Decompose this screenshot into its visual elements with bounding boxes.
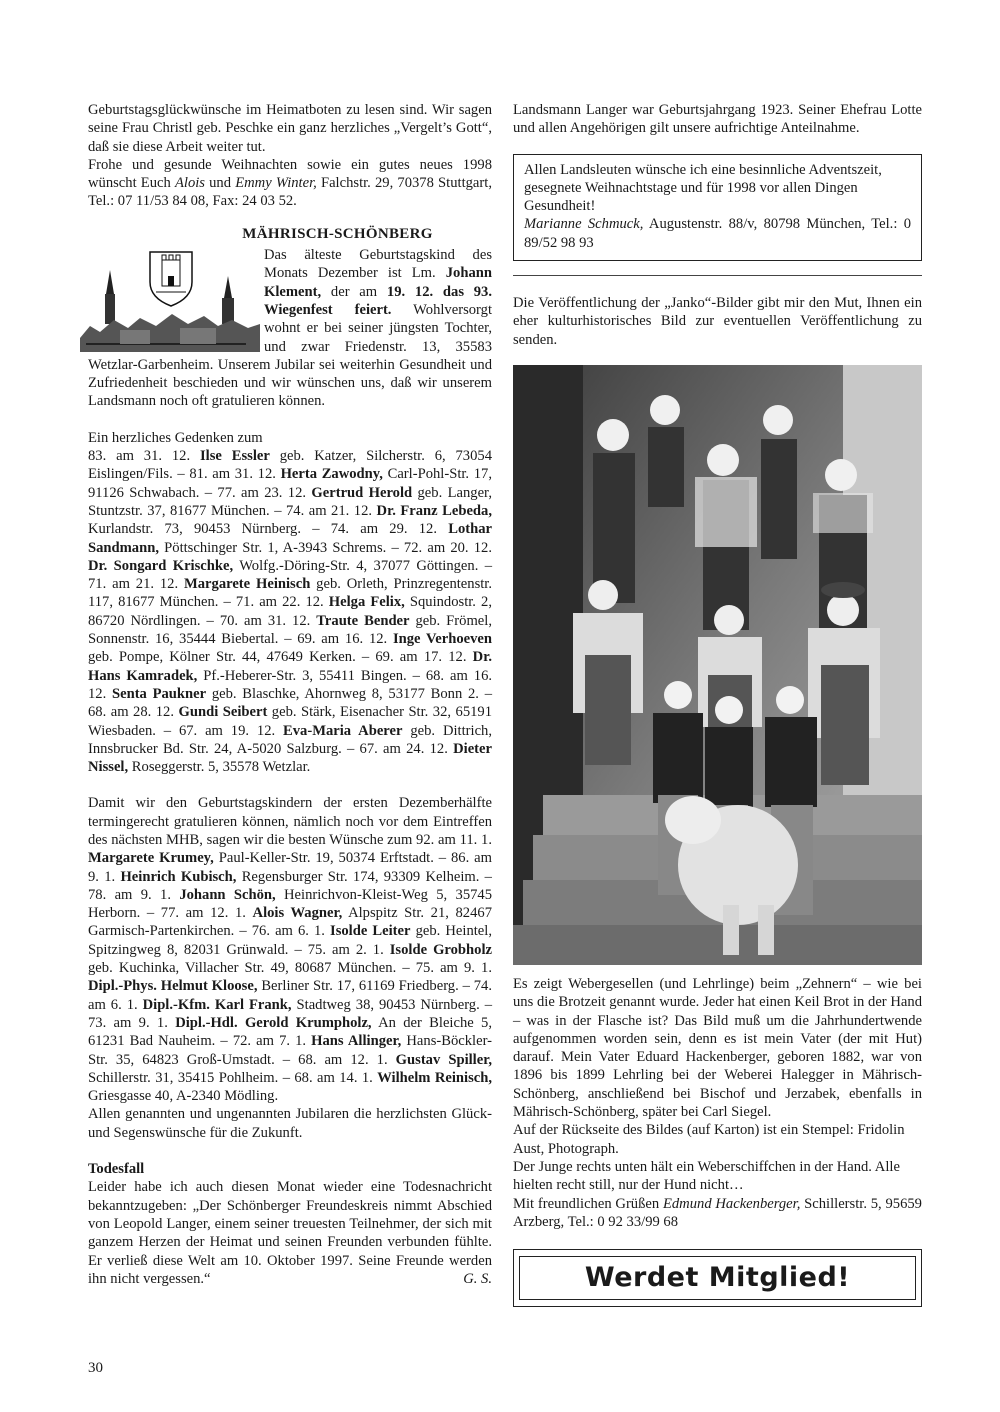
- advent-greeting-box: [513, 154, 922, 261]
- membership-banner-text: Werdet Mitglied!: [584, 1261, 851, 1293]
- photo-stamp-note: Auf der Rückseite des Bildes (auf Karton) ist ein Stempel: Fridolin Aust, Photograph.: [513, 1122, 905, 1157]
- advent-greeting-sender: Marianne Schmuck, Augustenstr. 88/v, 80798 München, Tel.: 0 89/52 98 93: [524, 216, 911, 251]
- memory-intro: Ein herzliches Gedenken zum: [88, 429, 263, 446]
- death-notice-title: Todesfall: [88, 1161, 145, 1178]
- closing-wishes: Allen genannten und ungenannten Jubilaren die herzlichsten Glück- und Segenswünsche für die Zukunft.: [88, 1106, 492, 1141]
- christmas-wishes: Frohe und gesunde Weihnachten sowie ein gutes neues 1998 wünscht Euch Alois und Emmy Winter, Falchstr. 29, 70378 Stuttgart, Tel.: 07 11/53 84 08, Fax: 24 03 52.: [88, 156, 492, 210]
- janko-paragraph: Die Veröffentlichung der „Janko“-Bilder gibt mir den Mut, Ihnen ein eher kulturhistorisches Bild zur eventuellen Veröffentlichung zu senden.: [513, 295, 922, 348]
- photo-note: Der Junge rechts unten hält ein Weberschiffchen in der Hand. Alle hielten recht still, nur der Hund nicht…: [513, 1158, 900, 1194]
- death-notice-text: Leider habe ich auch diesen Monat wieder eine Todesnachricht bekanntzugeben: „Der Schönberger Freundeskreis nimmt Abschied von Leopold Langer, einem seiner treuesten Teilnehmer, der sich mit ganzem Herzen der Heimat und seinen Freunden verbunden fühlte. Er verließ diese Welt am 10. Oktober 1997. Seine Freunde werden ihn nicht vergessen.“ G. S.: [88, 1179, 492, 1287]
- membership-banner-frame: [519, 1256, 916, 1300]
- town-crest-illustration: [80, 248, 260, 352]
- left-column: [88, 101, 492, 1288]
- signature: G. S.: [463, 1270, 492, 1287]
- historical-group-photograph: [513, 365, 922, 965]
- continuation-paragraph: Landsmann Langer war Geburtsjahrgang 1923. Seiner Ehefrau Lotte und allen Angehörigen gilt unsere aufrichtige Anteilnahme.: [513, 102, 922, 137]
- right-column: [513, 101, 922, 1307]
- intro-paragraph: Geburtstagsglückwünsche im Heimatboten zu lesen sind. Wir sagen seine Frau Christl geb. Peschke ein ganz herzliches „Vergelt’s Gott“, daß sie diese Arbeit weiter tut.: [88, 102, 492, 155]
- memory-list: 83. am 31. 12. Ilse Essler geb. Katzer, Silcherstr. 6, 73054 Eislingen/Fils. – 81. am 31. 12. Herta Zawodny, Carl-Pohl-Str. 17, 91126 Schwabach. – 77. am 23. 12. Gertrud Herold geb. Langer, Stuntzstr. 37, 81677 München. – 74. am 21. 12. Dr. Franz Lebeda, Kurlandstr. 73, 90453 Nürnberg. – 74. am 29. 12. Lothar Sandmann, Pöttschinger Str. 1, A-3943 Schrems. – 72. am 20. 12. Dr. Songard Krischke, Wolfg.-Döring-Str. 4, 37077 Göttingen. – 71. am 21. 12. Margarete Heinisch geb. Orleth, Prinzregentenstr. 117, 81677 München. – 71. am 22. 12. Helga Felix, Squindostr. 2, 86720 Nördlingen. – 70. am 31. 12. Traute Bender geb. Frömel, Sonnenstr. 16, 35444 Biebertal. – 69. am 16. 12. Inge Verhoeven geb. Pompe, Kölner Str. 44, 47649 Kerken. – 69. am 17. 12. Dr. Hans Kamradek, Pf.-Heberer-Str. 3, 55411 Bingen. – 68. am 16. 12. Senta Paukner geb. Blaschke, Ahornweg 8, 53177 Bonn 2. – 68. am 28. 12. Gundi Seibert geb. Stärk, Eisenacher Str. 32, 65191 Wiesbaden. – 67. am 19. 12. Eva-Maria Aberer geb. Dittrich, Innsbrucker Bd. Str. 24, A-5020 Salzburg. – 67. am 24. 12. Dieter Nissel, Roseggerstr. 5, 35578 Wetzlar.: [88, 448, 493, 776]
- membership-banner: [513, 1249, 922, 1307]
- advent-greeting-text: Allen Landsleuten wünsche ich eine besinnliche Adventszeit, gesegnete Weihnachtstage und für 1998 vor allen Dingen Gesundheit!: [524, 161, 882, 215]
- photo-caption: Es zeigt Webergesellen (und Lehrlinge) beim „Zehnern“ – wie bei uns die Brotzeit genannt wurde. Jeder hat einen Keil Brot in der Hand – was in der Flasche ist? Das Bild muß um die Jahrhundertwende aufgenommen worden sein, denn es ist mein Vater (der mit Hut) darauf. Mein Vater Eduard Hackenberger, geboren 1882, war von 1896 bis 1899 Lehrling bei der Weberei Halegger in Mährisch-Schönberg, anschließend bei Bischof und Jerzabek, ebenfalls in Mährisch-Schönberg, später bei Carl Siegel.: [513, 975, 922, 1121]
- page-number: 30: [88, 1360, 103, 1376]
- early-birthdays-list: Damit wir den Geburtstagskindern der ersten Dezemberhälfte termingerecht gratulieren können, nämlich noch vor dem Eintreffen des nächsten MHB, sagen wir die besten Wünsche zum 92. am 11. 1. Margarete Krumey, Paul-Keller-Str. 19, 50374 Erftstadt. – 86. am 9. 1. Heinrich Kubisch, Regensburger Str. 174, 93309 Kelheim. – 78. am 9. 1. Johann Schön, Heinrichvon-Kleist-Weg 5, 35745 Herborn. – 77. am 12. 1. Alois Wagner, Alpspitz Str. 21, 82467 Garmisch-Partenkirchen. – 76. am 6. 1. Isolde Leiter geb. Heintel, Spitzingweg 8, 82031 Grünwald. – 75. am 2. 1. Isolde Grobholz geb. Kuchinka, Villacher Str. 49, 80687 München. – 75. am 9. 1. Dipl.-Phys. Helmut Kloose, Berliner Str. 17, 61169 Friedberg. – 74. am 6. 1. Dipl.-Kfm. Karl Frank, Stadtweg 38, 90453 Nürnberg. – 73. am 9. 1. Dipl.-Hdl. Gerold Krumpholz, An der Bleiche 5, 61231 Bad Nauheim. – 72. am 7. 1. Hans Allinger, Hans-Böckler-Str. 35, 64823 Groß-Umstadt. – 68. am 12. 1. Gustav Spiller, Schillerstr. 31, 35415 Pohlheim. – 68. am 14. 1. Wilhelm Reinisch, Griesgasse 40, A-2340 Mödling.: [88, 795, 493, 1105]
- section-heading: MÄHRISCH-SCHÖNBERG: [242, 225, 433, 242]
- oldest-birthday-paragraph: Das älteste Geburtstagskind des Monats Dezember ist Lm. Johann Klement, der am 19. 12. das 93. Wiegenfest feiert. Wohlversorgt wohnt er bei seiner jüngsten Tochter, und zwar Friedenstr. 13, 35583 Wetzlar-Garbenheim. Unserem Jubilar sei weiterhin Gesundheit und Zufriedenheit beschieden und wir wünschen uns, daß wir unserem Landsmann noch oft gratulieren können.: [88, 247, 492, 410]
- greeting: Mit freundlichen Grüßen Edmund Hackenberger, Schillerstr. 5, 95659 Arzberg, Tel.: 0 92 33/99 68: [513, 1195, 922, 1230]
